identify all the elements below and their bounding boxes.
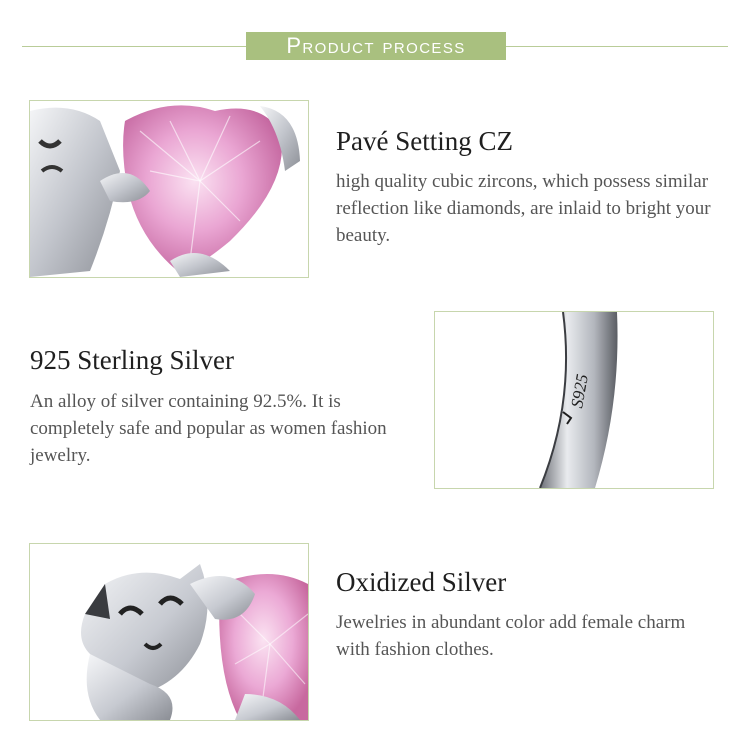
feature-title-sterling-silver: 925 Sterling Silver <box>30 345 234 375</box>
header-title: Product process <box>286 33 466 58</box>
header-line-right <box>506 46 728 47</box>
product-image-pave-setting <box>29 100 309 278</box>
header-line-left <box>22 46 246 47</box>
header-banner <box>246 32 506 60</box>
feature-title-oxidized-silver: Oxidized Silver <box>336 567 507 597</box>
feature-description-pave-setting: high quality cubic zircons, which possess similar reflection like diamonds, are inlaid to bright your beauty. <box>336 171 711 246</box>
product-image-oxidized-silver <box>29 543 309 721</box>
feature-description-oxidized-silver: Jewelries in abundant color add female charm with fashion clothes. <box>336 612 686 660</box>
feature-description-sterling-silver: An alloy of silver containing 92.5%. It is completely safe and popular as women fashion jewelry. <box>30 391 387 466</box>
product-image-sterling-silver <box>434 311 714 489</box>
ring-stamp-text: S925 <box>567 372 592 410</box>
feature-title-pave-setting: Pavé Setting CZ <box>336 126 513 156</box>
